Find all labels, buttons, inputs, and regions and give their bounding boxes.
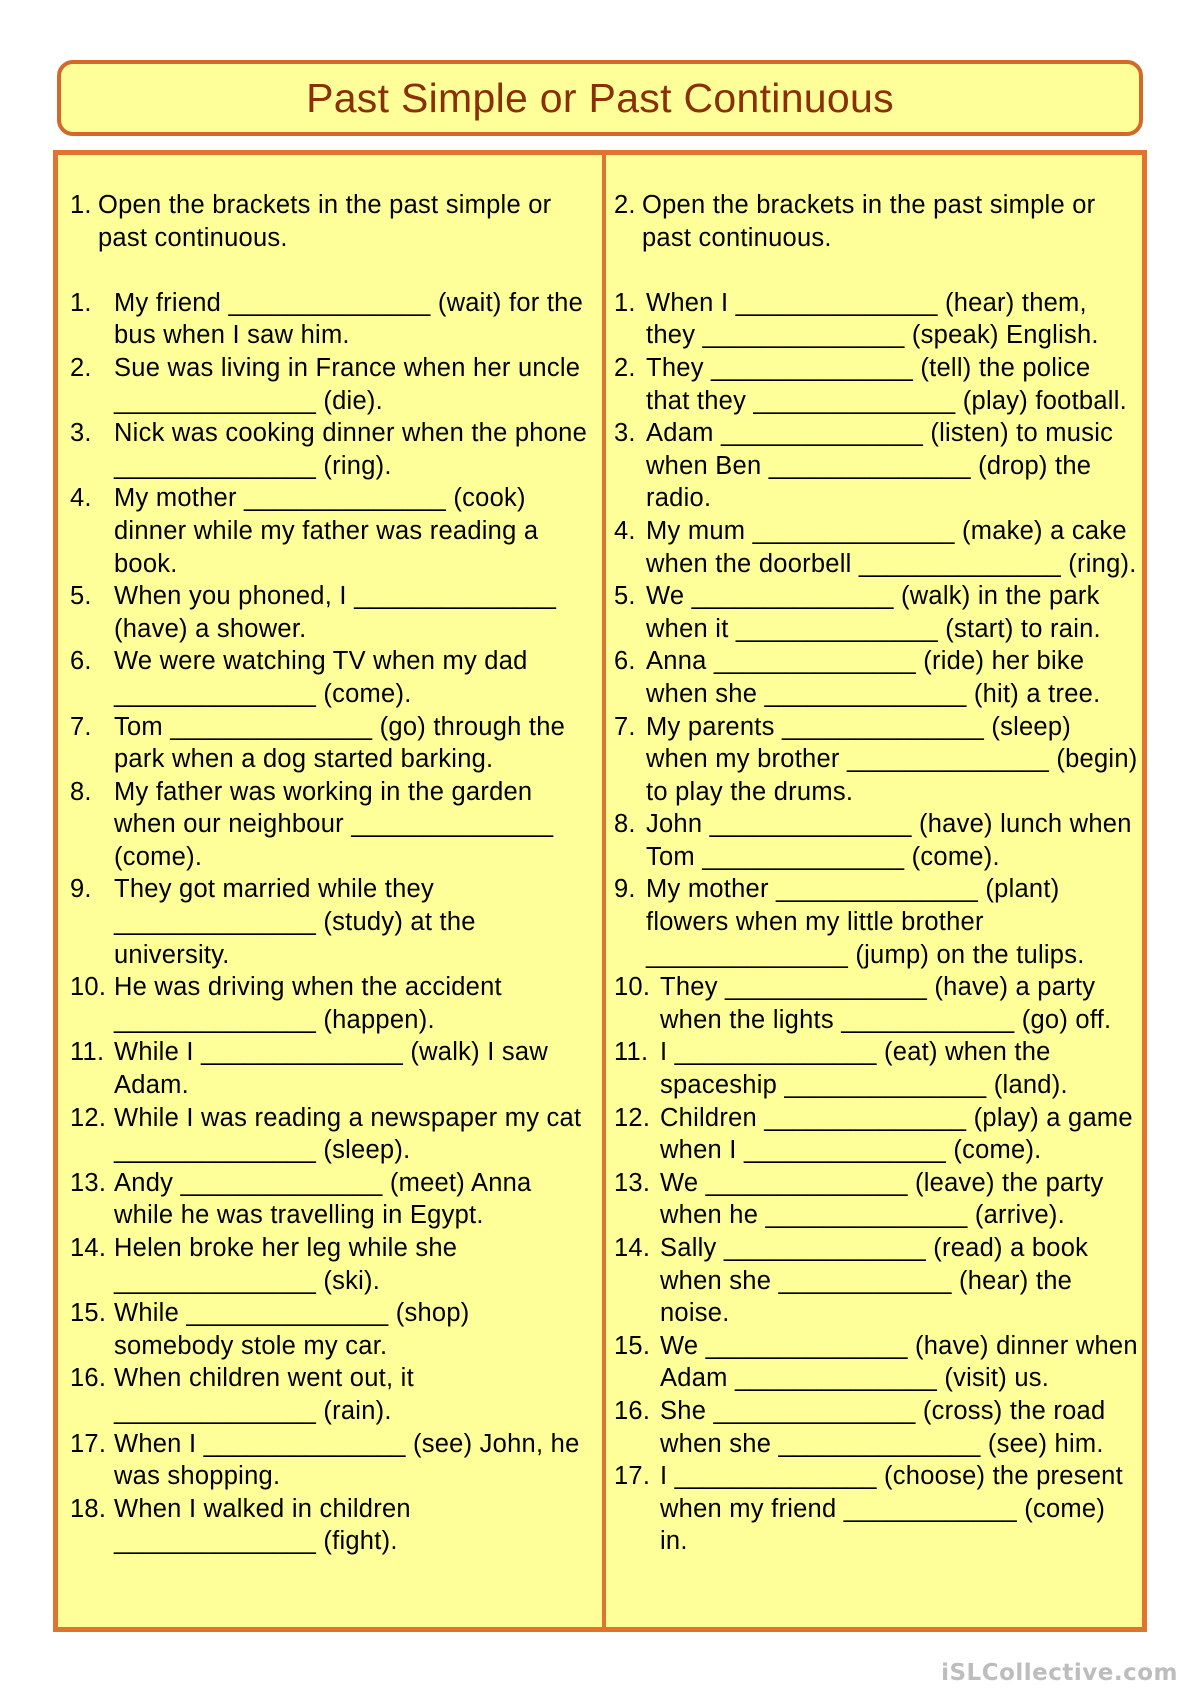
item-text: He was driving when the accident ______________ (happen). [114, 973, 502, 1034]
item-text: I ______________ (eat) when the spaceship ______________ (land). [660, 1038, 1068, 1100]
item-number: 16. [70, 1364, 107, 1393]
exercise-item [614, 352, 1140, 417]
exercise-item [70, 1102, 596, 1167]
item-text: When you phoned, I ______________ (have) a shower. [114, 582, 557, 643]
item-text: We were watching TV when my dad ______________ (come). [114, 647, 528, 708]
exercise-1-column [70, 189, 596, 1558]
item-text: We ______________ (walk) in the park when it ______________ (start) to rain. [646, 582, 1101, 643]
item-number: 10. [614, 973, 651, 1002]
exercise-item [70, 482, 596, 580]
item-number: 5. [70, 582, 92, 611]
item-text: While I was reading a newspaper my cat ______________ (sleep). [114, 1103, 582, 1165]
item-text: My mother ______________ (plant) flowers when my little brother ______________ (jump) on the tulips. [646, 875, 1085, 969]
column-divider [602, 155, 606, 1627]
exercise-item [614, 1232, 1140, 1330]
exercise-item [614, 971, 1140, 1036]
item-number: 13. [614, 1168, 651, 1197]
item-number: 3. [614, 419, 636, 448]
item-text: They ______________ (have) a party when the lights ____________ (go) off. [660, 973, 1112, 1034]
item-text: Sue was living in France when her uncle ______________ (die). [114, 353, 581, 415]
item-text: My friend ______________ (wait) for the bus when I saw him. [114, 288, 584, 350]
exercise-item [70, 417, 596, 482]
item-number: 6. [614, 647, 636, 676]
exercise-item [614, 1330, 1140, 1395]
item-number: 18. [70, 1494, 107, 1523]
item-text: While ______________ (shop) somebody stole my car. [114, 1299, 470, 1360]
item-number: 4. [70, 484, 92, 513]
item-text: Children ______________ (play) a game when I ______________ (come). [660, 1103, 1133, 1165]
item-text: My mum ______________ (make) a cake when the doorbell ______________ (ring). [646, 516, 1137, 578]
exercise-2-column [614, 189, 1140, 1558]
exercise-item [614, 515, 1140, 580]
item-number: 16. [614, 1396, 651, 1425]
exercise-item [614, 873, 1140, 971]
item-text: They ______________ (tell) the police that they ______________ (play) football. [646, 353, 1127, 415]
exercise-item [614, 1036, 1140, 1101]
exercise-item [614, 1460, 1140, 1558]
site-watermark: iSLCollective.com [941, 1660, 1178, 1686]
item-number: 12. [614, 1103, 651, 1132]
item-number: 5. [614, 582, 636, 611]
exercise-item [70, 352, 596, 417]
item-text: I ______________ (choose) the present when my friend ____________ (come) in. [660, 1462, 1123, 1556]
item-text: We ______________ (have) dinner when Adam ______________ (visit) us. [660, 1331, 1138, 1393]
item-number: 2. [70, 353, 92, 382]
item-text: My father was working in the garden when our neighbour ______________ (come). [114, 777, 554, 871]
exercise-item [614, 580, 1140, 645]
worksheet-panel [53, 150, 1147, 1632]
item-text: Andy ______________ (meet) Anna while he was travelling in Egypt. [114, 1168, 532, 1230]
item-number: 3. [70, 419, 92, 448]
item-number: 8. [70, 777, 92, 806]
item-text: Sally ______________ (read) a book when she ____________ (hear) the noise. [660, 1234, 1089, 1328]
exercise-item [70, 287, 596, 352]
exercise-item [70, 1362, 596, 1427]
exercise-1-items [70, 287, 596, 1558]
instruction-text: Open the brackets in the past simple or past continuous. [642, 191, 1096, 252]
exercise-item [614, 808, 1140, 873]
item-number: 6. [70, 647, 92, 676]
item-number: 13. [70, 1168, 107, 1197]
exercise-1-instruction [70, 189, 596, 254]
exercise-item [614, 1167, 1140, 1232]
exercise-item [614, 417, 1140, 515]
title-banner [57, 60, 1143, 136]
exercise-item [614, 1395, 1140, 1460]
item-number: 15. [614, 1331, 651, 1360]
item-text: John ______________ (have) lunch when Tom ______________ (come). [646, 810, 1132, 871]
item-number: 1. [614, 288, 636, 317]
exercise-item [70, 1036, 596, 1101]
item-text: She ______________ (cross) the road when she ______________ (see) him. [660, 1396, 1106, 1458]
item-text: My parents ______________ (sleep) when my brother ______________ (begin) to play the drums. [646, 712, 1138, 806]
item-number: 14. [70, 1234, 107, 1262]
item-text: When I walked in children ______________ (fight). [114, 1494, 411, 1556]
exercise-2-instruction [614, 189, 1140, 254]
item-number: 17. [70, 1429, 107, 1458]
exercise-item [614, 287, 1140, 352]
item-number: 17. [614, 1462, 651, 1491]
exercise-item [614, 1102, 1140, 1167]
item-number: 4. [614, 516, 636, 545]
item-number: 1. [70, 288, 92, 317]
item-number: 12. [70, 1103, 107, 1132]
exercise-item [70, 873, 596, 971]
item-text: My mother ______________ (cook) dinner while my father was reading a book. [114, 484, 539, 578]
exercise-item [70, 580, 596, 645]
exercise-item [70, 971, 596, 1036]
item-text: Helen broke her leg while she ______________ (ski). [114, 1234, 458, 1295]
item-number: 7. [614, 712, 636, 741]
item-number: 15. [70, 1299, 107, 1328]
exercise-item [70, 1428, 596, 1493]
exercise-item [70, 1232, 596, 1297]
item-text: Adam ______________ (listen) to music when Ben ______________ (drop) the radio. [646, 419, 1114, 513]
instruction-number: 1. [70, 191, 92, 219]
item-number: 11. [70, 1038, 105, 1067]
item-number: 9. [614, 875, 636, 904]
instruction-text: Open the brackets in the past simple or past continuous. [98, 191, 552, 252]
exercise-item [70, 776, 596, 874]
exercise-item [70, 711, 596, 776]
page-title: Past Simple or Past Continuous [306, 74, 894, 121]
exercise-2-items [614, 287, 1140, 1558]
exercise-item [70, 1167, 596, 1232]
item-text: When children went out, it ______________ (rain). [114, 1364, 414, 1425]
item-text: They got married while they ______________ (study) at the university. [114, 875, 476, 969]
item-number: 9. [70, 875, 92, 904]
item-number: 10. [70, 973, 107, 1002]
item-text: While I ______________ (walk) I saw Adam. [114, 1038, 548, 1100]
item-text: Tom ______________ (go) through the park when a dog started barking. [114, 712, 566, 774]
exercise-item [70, 1297, 596, 1362]
item-text: Anna ______________ (ride) her bike when she ______________ (hit) a tree. [646, 647, 1101, 708]
item-text: Nick was cooking dinner when the phone ______________ (ring). [114, 419, 588, 480]
instruction-number: 2. [614, 191, 636, 219]
item-text: We ______________ (leave) the party when he ______________ (arrive). [660, 1168, 1104, 1230]
item-number: 8. [614, 810, 636, 839]
item-number: 11. [614, 1038, 649, 1067]
item-number: 14. [614, 1234, 651, 1262]
exercise-item [614, 711, 1140, 809]
item-text: When I ______________ (hear) them, they ______________ (speak) English. [646, 288, 1099, 350]
item-text: When I ______________ (see) John, he was shopping. [114, 1429, 580, 1491]
exercise-item [614, 645, 1140, 710]
item-number: 2. [614, 353, 636, 382]
exercise-item [70, 1493, 596, 1558]
item-number: 7. [70, 712, 92, 741]
exercise-item [70, 645, 596, 710]
